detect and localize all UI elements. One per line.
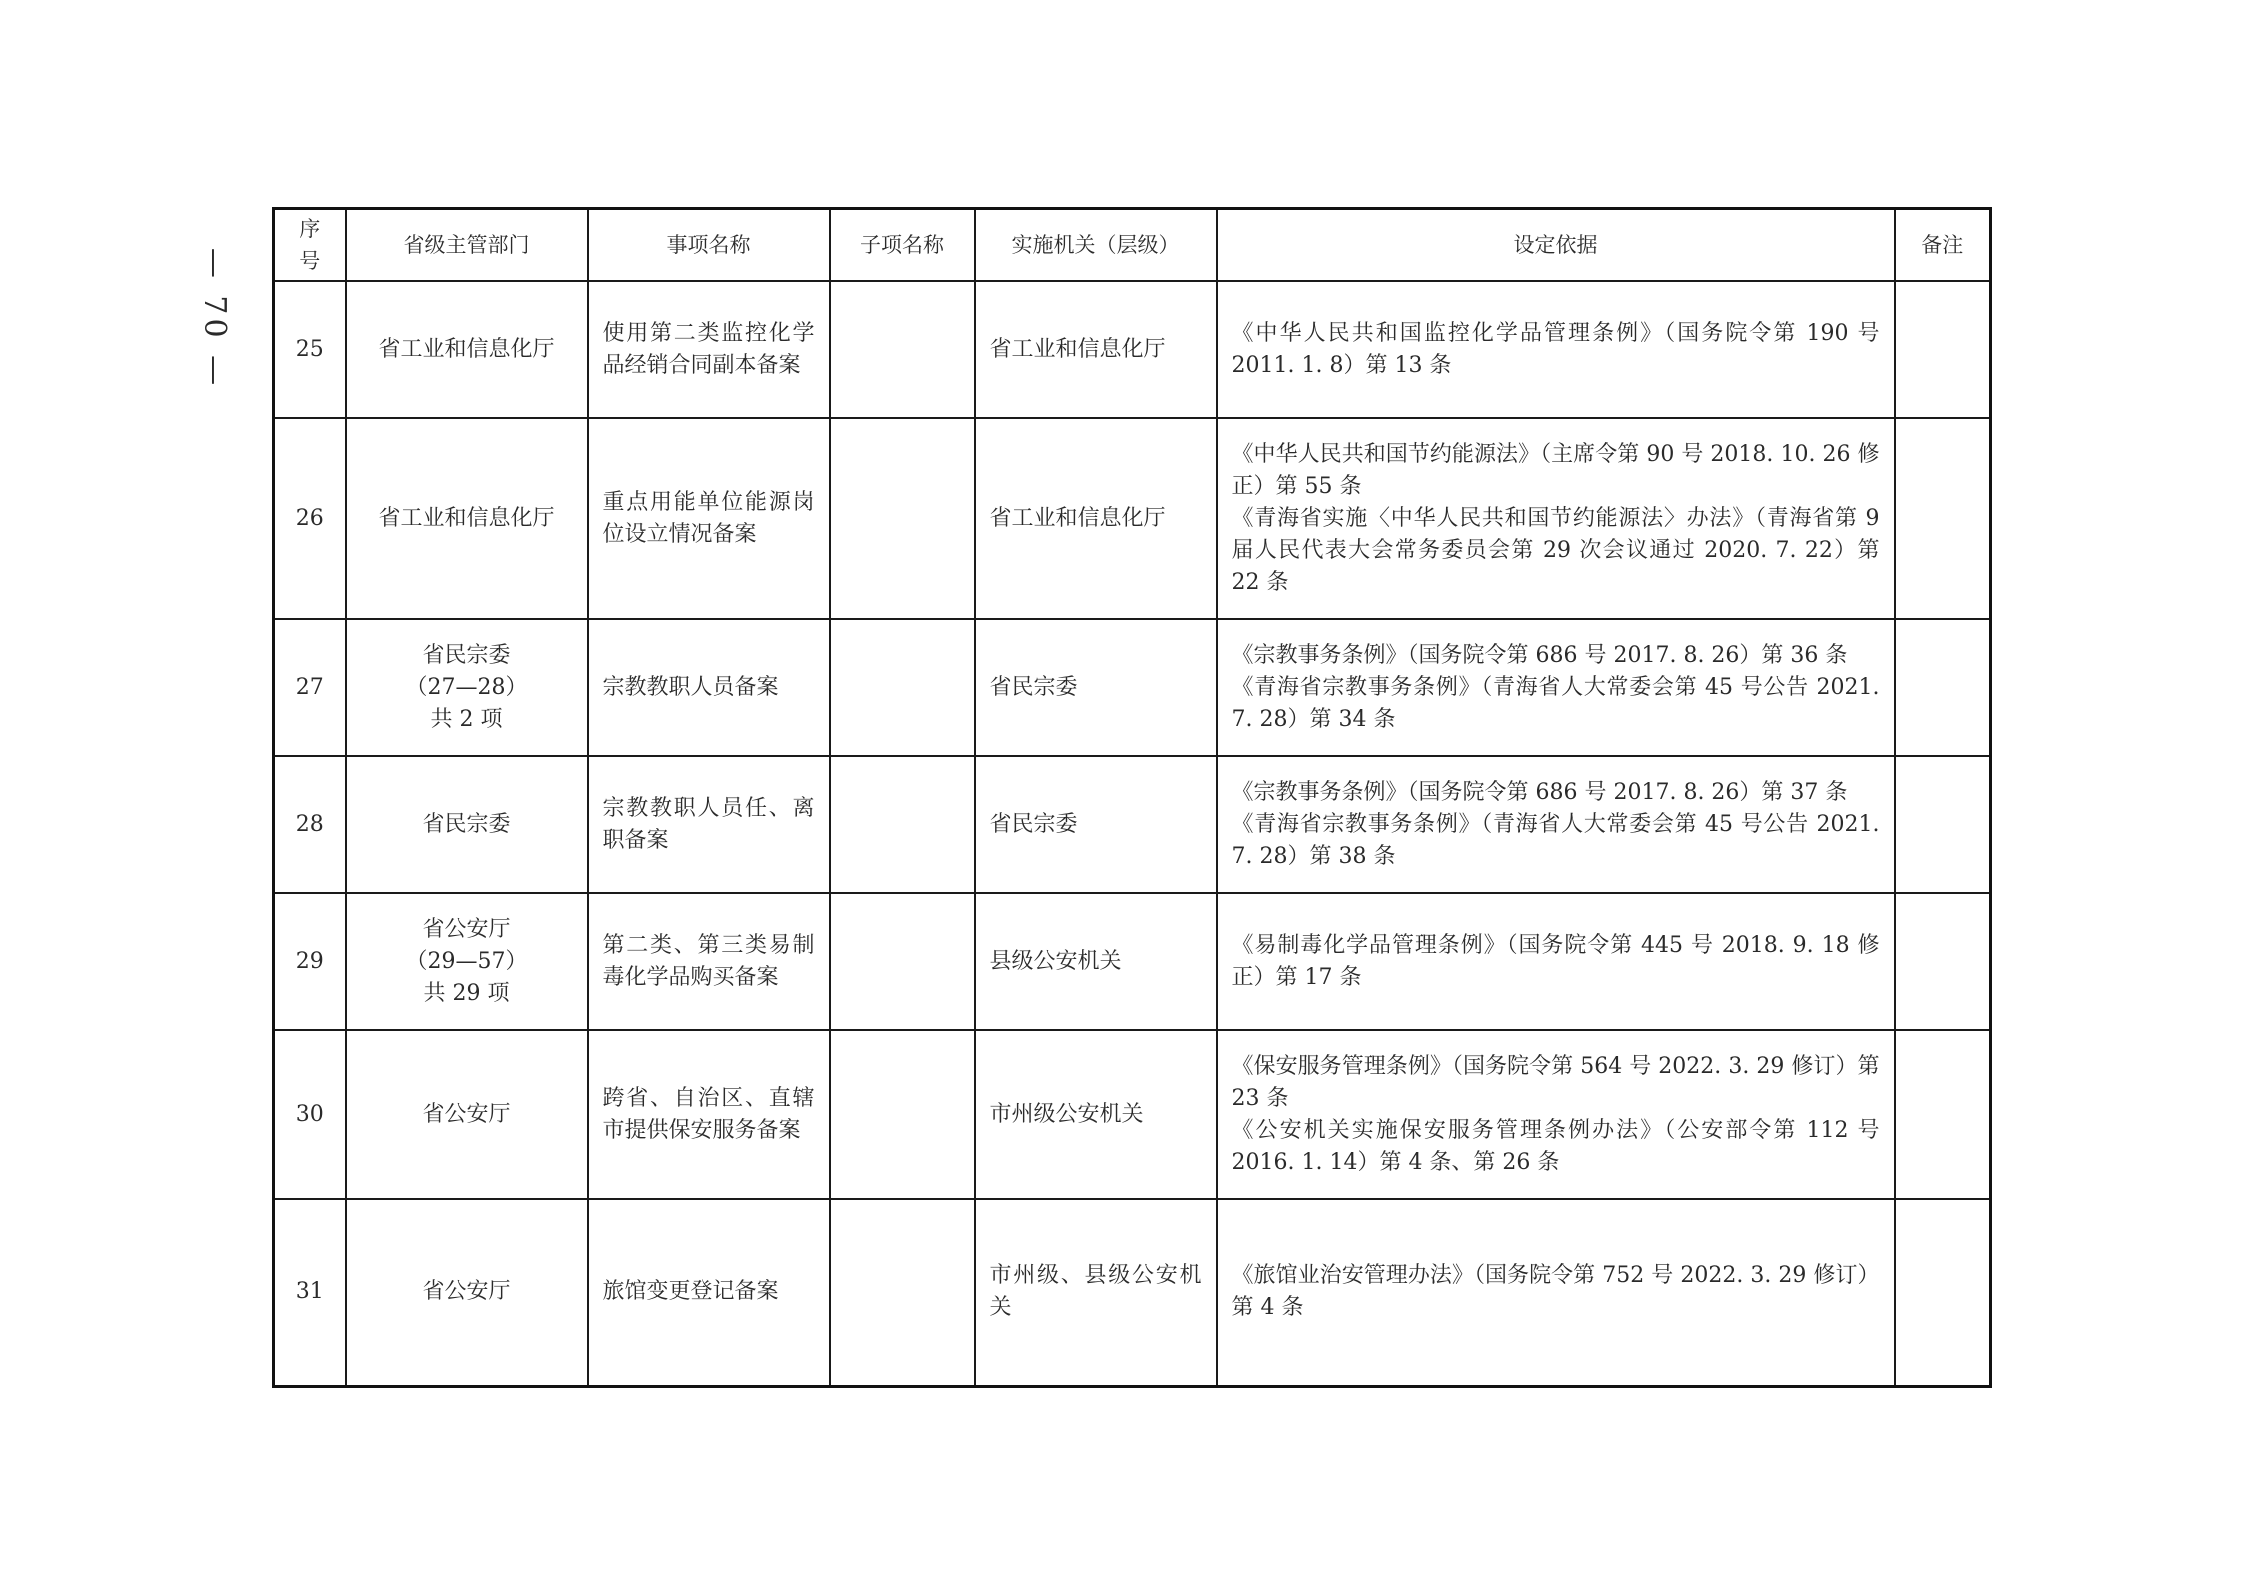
- basis-cell: [1217, 756, 1895, 893]
- basis-line: 《宗教事务条例》（国务院令第 686 号 2017. 8. 26）第 36 条: [1231, 642, 1848, 668]
- basis-line: 《宗教事务条例》（国务院令第 686 号 2017. 8. 26）第 37 条: [1231, 779, 1848, 805]
- row-number: 28: [274, 756, 346, 893]
- table-header-row: [274, 209, 1991, 282]
- agency-cell: 省工业和信息化厅: [975, 418, 1217, 619]
- items-table: [272, 207, 1992, 1388]
- basis-line: 《青海省实施〈中华人民共和国节约能源法〉办法》（青海省第 9 届人民代表大会常务委员会第 29 次会议通过 2020. 7. 22）第 22 条: [1231, 505, 1880, 595]
- basis-cell: [1217, 281, 1895, 418]
- item-cell: 第二类、第三类易制毒化学品购买备案: [588, 893, 830, 1030]
- subitem-cell: [830, 1199, 975, 1386]
- header-cell: 子项名称: [830, 209, 975, 282]
- agency-cell: 省民宗委: [975, 619, 1217, 756]
- page-number: [180, 238, 250, 398]
- note-cell: [1895, 418, 1991, 619]
- row-number: 25: [274, 281, 346, 418]
- subitem-cell: [830, 619, 975, 756]
- basis-cell: [1217, 619, 1895, 756]
- table-row: [274, 1030, 1991, 1199]
- item-cell: 宗教教职人员任、离职备案: [588, 756, 830, 893]
- note-cell: [1895, 281, 1991, 418]
- header-cell: 备注: [1895, 209, 1991, 282]
- note-cell: [1895, 893, 1991, 1030]
- basis-line: 《青海省宗教事务条例》（青海省人大常委会第 45 号公告 2021. 7. 28）第 38 条: [1231, 811, 1880, 869]
- item-cell: 跨省、自治区、直辖市提供保安服务备案: [588, 1030, 830, 1199]
- table-row: [274, 1199, 1991, 1386]
- header-cell: 事项名称: [588, 209, 830, 282]
- agency-cell: 省工业和信息化厅: [975, 281, 1217, 418]
- basis-cell: [1217, 893, 1895, 1030]
- basis-line: 《公安机关实施保安服务管理条例办法》（公安部令第 112 号 2016. 1. 14）第 4 条、第 26 条: [1231, 1117, 1880, 1175]
- subitem-cell: [830, 893, 975, 1030]
- dept-line: 省民宗委: [422, 811, 511, 837]
- basis-line: 《青海省宗教事务条例》（青海省人大常委会第 45 号公告 2021. 7. 28）第 34 条: [1231, 674, 1880, 732]
- header-cell: 实施机关（层级）: [975, 209, 1217, 282]
- dept-cell: [346, 1030, 588, 1199]
- table-row: [274, 619, 1991, 756]
- item-cell: 使用第二类监控化学品经销合同副本备案: [588, 281, 830, 418]
- agency-cell: 市州级公安机关: [975, 1030, 1217, 1199]
- dept-line: （29—57）: [405, 948, 528, 974]
- dept-cell: [346, 281, 588, 418]
- dept-line: 省公安厅: [422, 1279, 511, 1305]
- row-number: 31: [274, 1199, 346, 1386]
- table-row: [274, 893, 1991, 1030]
- agency-cell: 市州级、县级公安机关: [975, 1199, 1217, 1386]
- note-cell: [1895, 1199, 1991, 1386]
- dept-cell: [346, 756, 588, 893]
- basis-line: 《旅馆业治安管理办法》（国务院令第 752 号 2022. 3. 29 修订）第 4 条: [1231, 1263, 1880, 1321]
- header-cell: 设定依据: [1217, 209, 1895, 282]
- subitem-cell: [830, 756, 975, 893]
- dept-line: 省公安厅: [422, 1101, 511, 1127]
- subitem-cell: [830, 1030, 975, 1199]
- dept-line: 省公安厅: [422, 916, 511, 942]
- table-row: [274, 756, 1991, 893]
- header-cell: 序号: [274, 209, 346, 282]
- header-cell: 省级主管部门: [346, 209, 588, 282]
- subitem-cell: [830, 281, 975, 418]
- row-number: 27: [274, 619, 346, 756]
- table-row: [274, 281, 1991, 418]
- note-cell: [1895, 1030, 1991, 1199]
- row-number: 26: [274, 418, 346, 619]
- note-cell: [1895, 619, 1991, 756]
- dept-cell: [346, 418, 588, 619]
- item-cell: 重点用能单位能源岗位设立情况备案: [588, 418, 830, 619]
- basis-cell: [1217, 1199, 1895, 1386]
- item-cell: 旅馆变更登记备案: [588, 1199, 830, 1386]
- row-number: 30: [274, 1030, 346, 1199]
- dept-line: （27—28）: [405, 674, 528, 700]
- dept-line: 共 29 项: [423, 980, 510, 1006]
- dept-line: 省工业和信息化厅: [378, 336, 555, 362]
- basis-line: 《保安服务管理条例》（国务院令第 564 号 2022. 3. 29 修订）第 23 条: [1231, 1053, 1880, 1111]
- agency-cell: 县级公安机关: [975, 893, 1217, 1030]
- note-cell: [1895, 756, 1991, 893]
- item-cell: 宗教教职人员备案: [588, 619, 830, 756]
- dept-line: 共 2 项: [430, 706, 503, 732]
- page-number-text: — 70 —: [197, 247, 233, 389]
- basis-cell: [1217, 1030, 1895, 1199]
- basis-cell: [1217, 418, 1895, 619]
- dept-cell: [346, 1199, 588, 1386]
- basis-line: 《中华人民共和国节约能源法》（主席令第 90 号 2018. 10. 26 修正）第 55 条: [1231, 441, 1880, 499]
- basis-line: 《易制毒化学品管理条例》（国务院令第 445 号 2018. 9. 18 修正）第 17 条: [1231, 932, 1880, 990]
- dept-line: 省民宗委: [422, 642, 511, 668]
- subitem-cell: [830, 418, 975, 619]
- dept-cell: [346, 893, 588, 1030]
- dept-cell: [346, 619, 588, 756]
- table-row: [274, 418, 1991, 619]
- row-number: 29: [274, 893, 346, 1030]
- agency-cell: 省民宗委: [975, 756, 1217, 893]
- basis-line: 《中华人民共和国监控化学品管理条例》（国务院令第 190 号 2011. 1. 8）第 13 条: [1231, 320, 1880, 378]
- dept-line: 省工业和信息化厅: [378, 505, 555, 531]
